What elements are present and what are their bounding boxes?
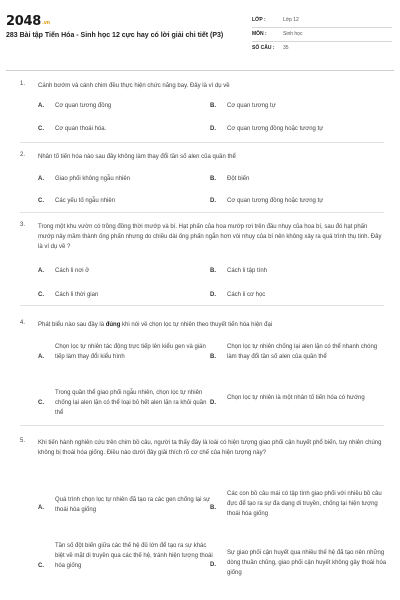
meta-row-class — [252, 14, 392, 28]
option-text: Các yếu tố ngẫu nhiên — [55, 198, 116, 204]
question-separator — [20, 305, 384, 306]
option-text: Giao phối không ngẫu nhiên — [55, 176, 131, 182]
meta-row-count — [252, 42, 392, 56]
question-separator — [20, 142, 384, 143]
option-text: Cách li cơ học — [227, 292, 266, 298]
option-letter: A. — [38, 268, 44, 274]
option-letter: A. — [38, 354, 44, 360]
option-letter: B. — [210, 103, 216, 109]
question-text: Khi tiến hành nghiên cứu trên chim bồ câu, người ta thấy đây là loài có hiện tượng giao phối cận huyết phổ biến, tuy nhiên chúng không bị thoái hóa giống. Điều nào dưới đây giải thích rõ cơ chế của hiện tượng này? — [38, 440, 382, 456]
question-number: 5. — [20, 438, 26, 444]
option-text: Cách li thời gian — [55, 292, 99, 298]
question-separator — [20, 425, 384, 426]
question-text: Cánh bướm và cánh chim đều thực hiện chức năng bay. Đây là ví dụ về — [38, 83, 230, 89]
option-letter: D. — [210, 198, 216, 204]
question-number: 1. — [20, 81, 26, 87]
question-text-part: khi nói về chọn lọc tự nhiên theo thuyết tiến hóa hiện đại — [120, 322, 273, 328]
option-text: Cơ quan tương đồng hoặc tương tự — [227, 198, 324, 204]
meta-value[interactable]: Sinh học — [283, 31, 303, 37]
option-text: Tần số đột biến giữa các thế hệ đủ lớn để tạo ra sự khác biệt về mặt di truyền qua các thế hệ, tránh hiện tượng thoái hóa giống — [55, 543, 213, 569]
option-letter: C. — [38, 292, 44, 298]
option-letter: B. — [210, 354, 216, 360]
question-text — [38, 320, 384, 330]
option-letter: A. — [38, 176, 44, 182]
option-text: Trong quần thể giao phối ngẫu nhiên, chọn lọc tự nhiên chống lại alen lặn có thể loại bỏ hết alen lặn ra khỏi quần thể — [55, 390, 207, 416]
option-letter: B. — [210, 176, 216, 182]
logo-suffix: .vn — [41, 20, 50, 26]
option-letter: A. — [38, 505, 44, 511]
option-letter: D. — [210, 562, 216, 568]
option-text: Các con bồ câu mái có tập tính giao phối với nhiều bồ câu đực để tạo ra sự đa dạng di truyền, chống lại hiện tượng thoái hóa giống — [227, 491, 382, 517]
question-separator — [20, 212, 384, 213]
option-text: Chọn lọc tự nhiên là một nhân tố tiến hóa có hướng — [227, 395, 365, 401]
option-letter: A. — [38, 103, 44, 109]
meta-label: MÔN : — [252, 31, 267, 37]
question-text: Trong một khu vườn có trồng đồng thời mướp và bí. Hạt phấn của hoa mướp rơi trên đầu nhụy của hoa bí, sau đó hạt phấn mướp nảy mầm thành ống phấn nhưng do chiều dài ống phấn ngắn hơn vòi nhụy của bí nên không xảy ra quá trình thụ tinh. Đây là ví dụ về ? — [38, 224, 382, 250]
option-letter: B. — [210, 505, 216, 511]
meta-label: SỐ CÂU : — [252, 45, 275, 51]
question-number: 4. — [20, 320, 26, 326]
option-letter: B. — [210, 268, 216, 274]
option-text: Sự giao phối cận huyết qua nhiều thế hệ đã tạo nên những dòng thuần chủng, giao phối cận huyết không gây thoái hóa giống — [227, 550, 387, 576]
option-text: Cơ quan tương tự — [227, 103, 276, 109]
question-text: Nhân tố tiến hóa nào sau đây không làm thay đổi tần số alen của quần thể — [38, 154, 236, 160]
question-number: 3. — [20, 222, 26, 228]
meta-value: 35 — [283, 45, 289, 51]
option-text: Đột biến — [227, 176, 250, 182]
option-text: Quá trình chọn lọc tự nhiên đã tạo ra các gen chống lại sự thoái hóa giống — [55, 497, 211, 513]
option-text: Cách li nơi ở — [55, 268, 90, 274]
option-text: Cơ quan tương đồng — [55, 103, 112, 109]
option-letter: C. — [38, 563, 44, 569]
meta-value[interactable]: Lớp 12 — [283, 17, 299, 23]
question-text-part: Phát biểu nào sau đây là — [38, 322, 106, 328]
option-letter: C. — [38, 198, 44, 204]
meta-row-subject — [252, 28, 392, 42]
option-letter: C. — [38, 126, 44, 132]
meta-info-box — [252, 14, 392, 56]
site-logo[interactable] — [6, 14, 50, 29]
option-letter: D. — [210, 292, 216, 298]
meta-label: LỚP : — [252, 17, 266, 23]
option-text: Cơ quan thoái hóa. — [55, 126, 107, 132]
question-number: 2. — [20, 152, 26, 158]
option-letter: D. — [210, 126, 216, 132]
header-divider — [6, 70, 394, 71]
option-text: Chọn lọc tự nhiên tác động trực tiếp lên kiểu gen và gián tiếp làm thay đổi kiểu hình — [55, 344, 206, 360]
option-text: Chọn lọc tự nhiên chống lại alen lặn có thể nhanh chóng làm thay đổi tần số alen của quần thể — [227, 344, 378, 360]
page-title: 283 Bài tập Tiến Hóa - Sinh học 12 cực hay có lời giải chi tiết (P3) — [6, 32, 224, 39]
option-letter: C. — [38, 400, 44, 406]
page-header — [0, 0, 400, 66]
logo-text: 2048 — [6, 14, 41, 29]
question-text-emphasis: đúng — [105, 322, 121, 328]
option-text: Cơ quan tương đồng hoặc tương tự — [227, 126, 324, 132]
option-letter: D. — [210, 400, 216, 406]
option-text: Cách li tập tính — [227, 268, 268, 274]
